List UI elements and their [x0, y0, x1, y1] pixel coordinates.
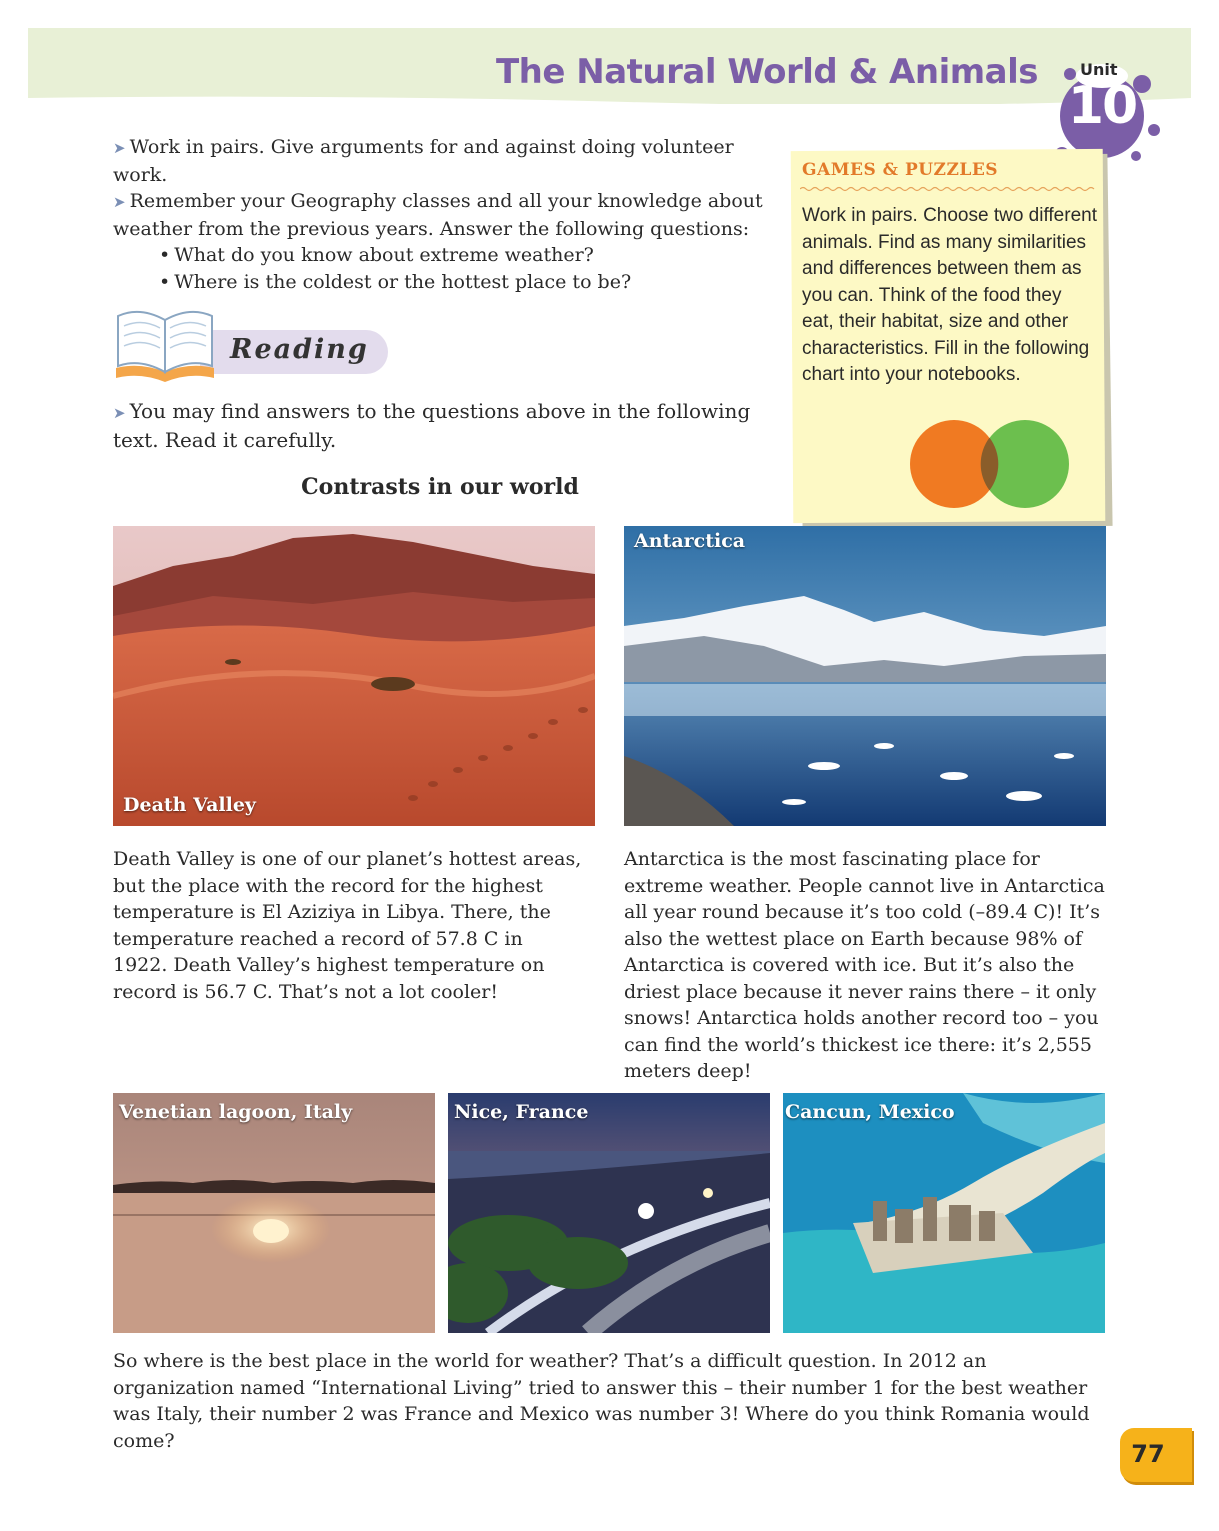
task-list — [113, 134, 763, 295]
page-number: 77 — [1131, 1440, 1165, 1468]
photo-caption: Venetian lagoon, Italy — [119, 1101, 353, 1123]
photo-caption: Antarctica — [634, 530, 746, 552]
wavy-divider — [800, 186, 1098, 192]
venn-diagram — [905, 416, 1077, 512]
article-heading: Contrasts in our world — [301, 474, 579, 500]
unit-label: Unit — [1080, 60, 1118, 79]
antarctica-photo — [624, 526, 1106, 826]
question-item: • Where is the coldest or the hottest place to be? — [159, 269, 763, 296]
task-item — [113, 134, 763, 188]
antarctica-paragraph: Antarctica is the most fascinating place for extreme weather. People cannot live in Antarctica all year round because it’s too cold (–89.4 C)! It’s also the wettest place on Earth because 98% of Antarctica is covered with ice. But it’s also the driest place because it never rains there – it only snows! Antarctica holds another record too – you can find the world’s thickest ice there: it’s 2,555 meters deep! — [624, 848, 1105, 1082]
venetian-lagoon-photo — [113, 1093, 435, 1333]
task-text: Work in pairs. Give arguments for and against doing volunteer work. — [113, 136, 734, 186]
final-paragraph: So where is the best place in the world for weather? That’s a difficult question. In 2012 an organization named “International Living” tried to answer this – their number 1 for the best weather was Italy, their number 2 was France and Mexico was number 3! Where do you think Romania would come? — [113, 1350, 1090, 1452]
games-title: GAMES & PUZZLES — [802, 160, 999, 180]
open-book-icon — [110, 306, 220, 382]
question-list — [113, 242, 763, 295]
photo-caption: Cancun, Mexico — [785, 1101, 955, 1123]
photo-caption: Death Valley — [123, 794, 256, 816]
arrow-icon: ➤ — [113, 404, 126, 422]
arrow-icon: ➤ — [113, 139, 126, 157]
games-text: Work in pairs. Choose two different animals. Find as many similarities and differences between them as you can. Think of the food they eat, their habitat, size and other characteristics. Fill in the following chart into your notebooks. — [802, 205, 1097, 385]
task-text: Remember your Geography classes and all your knowledge about weather from the previous years. Answer the following questions: — [113, 190, 763, 240]
question-item: • What do you know about extreme weather? — [159, 242, 763, 269]
photo-caption: Nice, France — [454, 1101, 589, 1123]
death-valley-paragraph: Death Valley is one of our planet’s hottest areas, but the place with the record for the highest temperature is El Aziziya in Libya. There, the temperature reached a record of 57.8 C in 1922. Death Valley’s highest temperature on record is 56.7 C. That’s not a lot cooler! — [113, 848, 582, 1003]
death-valley-photo — [113, 526, 595, 826]
nice-france-photo — [448, 1093, 770, 1333]
unit-number: 10 — [1067, 76, 1137, 136]
cancun-mexico-photo — [783, 1093, 1105, 1333]
reading-label: Reading — [230, 334, 369, 365]
unit-title: The Natural World & Animals — [495, 52, 1038, 92]
arrow-icon: ➤ — [113, 193, 126, 211]
task-item — [113, 188, 763, 242]
reading-instruction: ➤ You may find answers to the questions above in the following text. Read it carefully. — [113, 399, 751, 452]
